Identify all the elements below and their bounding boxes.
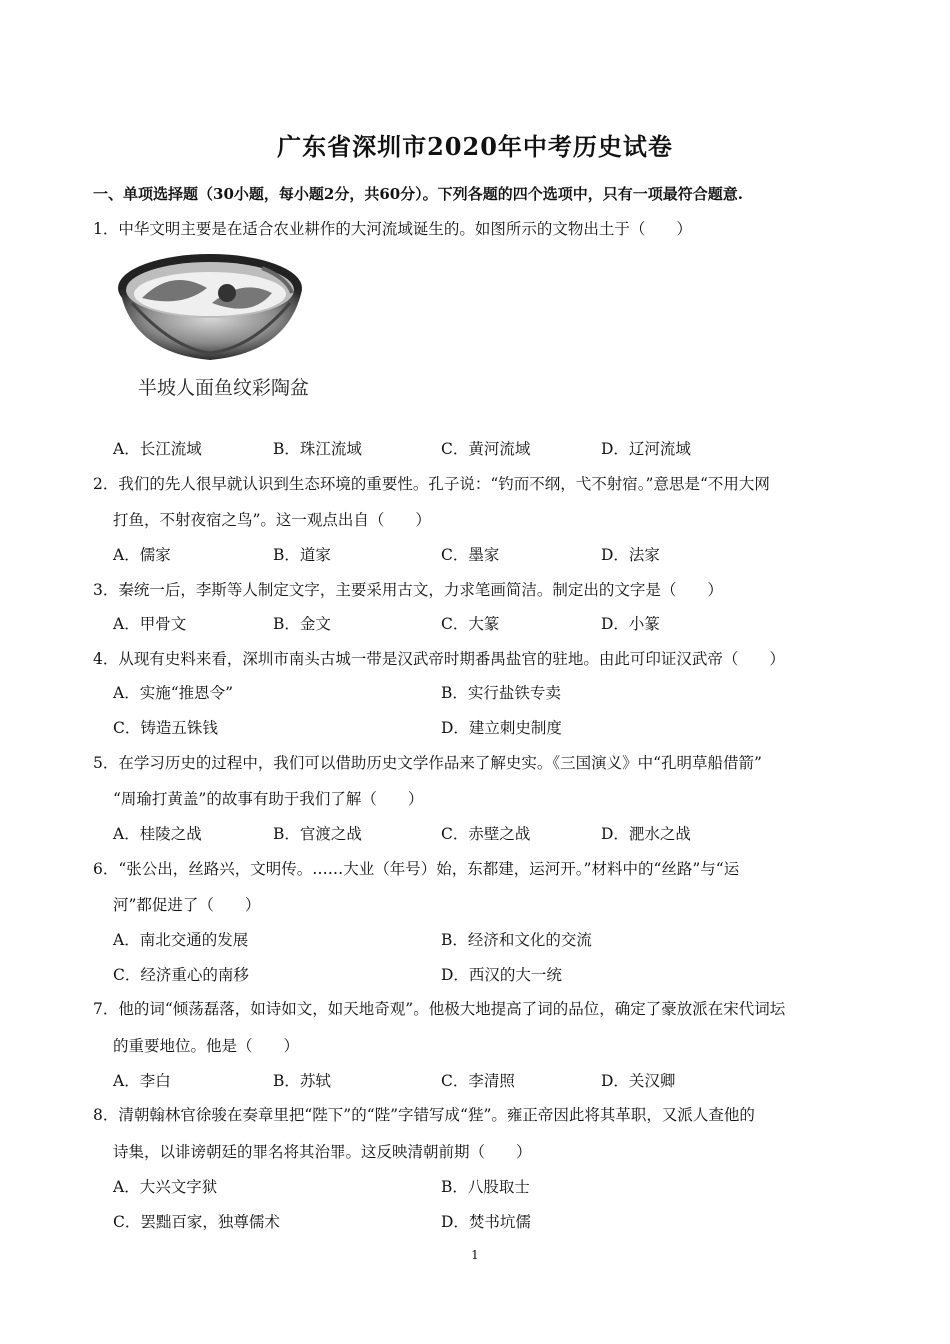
figure-caption: 半坡人面鱼纹彩陶盆 bbox=[138, 377, 310, 399]
option-c: C．经济重心的南移 bbox=[113, 966, 249, 984]
option-b: B．道家 bbox=[273, 546, 331, 564]
option-d: D．建立刺史制度 bbox=[441, 719, 562, 737]
option-d: D．辽河流域 bbox=[601, 440, 691, 458]
option-a: A．甲骨文 bbox=[113, 615, 187, 633]
page-number: 1 bbox=[471, 1248, 479, 1262]
question-8-text: 8．清朝翰林官徐骏在奏章里把“陛下”的“陛”字错写成“狴”。雍正帝因此将其革职，又派人查他的 bbox=[93, 1106, 755, 1124]
pottery-bowl-image bbox=[112, 248, 312, 368]
question-6-text-cont: 河”都促进了（ ） bbox=[113, 896, 261, 914]
option-c: C．大篆 bbox=[441, 615, 500, 633]
question-5-text: 5．在学习历史的过程中，我们可以借助历史文学作品来了解史实。《三国演义》中“孔明草船借箭” bbox=[93, 754, 762, 772]
question-3-text: 3．秦统一后，李斯等人制定文字，主要采用古文，力求笔画简洁。制定出的文字是（ ） bbox=[93, 581, 723, 599]
option-d: D．焚书坑儒 bbox=[441, 1213, 531, 1231]
option-d: D．小篆 bbox=[601, 615, 660, 633]
question-6-text: 6．“张公出，丝路兴，文明传。……大业（年号）始，东都建，运河开。”材料中的“丝路”与“运 bbox=[93, 860, 740, 878]
question-2-text-cont: 打鱼，不射夜宿之鸟”。这一观点出自（ ） bbox=[113, 511, 431, 529]
question-5-text-cont: “周瑜打黄盖”的故事有助于我们了解（ ） bbox=[113, 790, 424, 808]
option-b: B．珠江流域 bbox=[273, 440, 362, 458]
question-1-text: 1．中华文明主要是在适合农业耕作的大河流域诞生的。如图所示的文物出土于（ ） bbox=[93, 220, 692, 238]
question-7-text: 7．他的词“倾荡磊落，如诗如文，如天地奇观”。他极大地提高了词的品位，确定了豪放派在宋代词坛 bbox=[93, 1000, 786, 1018]
option-c: C．李清照 bbox=[441, 1072, 515, 1090]
option-a: A．儒家 bbox=[113, 546, 171, 564]
question-8-text-cont: 诗集，以诽谤朝廷的罪名将其治罪。这反映清朝前期（ ） bbox=[113, 1143, 532, 1161]
option-a: A．桂陵之战 bbox=[113, 825, 202, 843]
question-2-text: 2．我们的先人很早就认识到生态环境的重要性。孔子说：“钓而不纲，弋不射宿。”意思是“不用大网 bbox=[93, 475, 770, 493]
option-b: B．苏轼 bbox=[273, 1072, 331, 1090]
option-b: B．实行盐铁专卖 bbox=[441, 684, 561, 702]
option-c: C．黄河流域 bbox=[441, 440, 531, 458]
option-a: A．长江流域 bbox=[113, 440, 202, 458]
option-b: B．八股取士 bbox=[441, 1178, 530, 1196]
option-d: D．关汉卿 bbox=[601, 1072, 676, 1090]
page-title: 广东省深圳市2020年中考历史试卷 bbox=[277, 132, 673, 161]
question-7-text-cont: 的重要地位。他是（ ） bbox=[113, 1037, 300, 1055]
option-c: C．赤壁之战 bbox=[441, 825, 531, 843]
section-heading: 一、单项选择题（30小题，每小题2分，共60分）。下列各题的四个选项中，只有一项最符合题意. bbox=[93, 185, 743, 203]
option-c: C．铸造五铢钱 bbox=[113, 719, 218, 737]
option-a: A．实施“推恩令” bbox=[113, 684, 234, 702]
option-d: D．西汉的大一统 bbox=[441, 966, 562, 984]
option-c: C．墨家 bbox=[441, 546, 500, 564]
option-a: A．南北交通的发展 bbox=[113, 931, 249, 949]
option-b: B．金文 bbox=[273, 615, 331, 633]
option-d: D．淝水之战 bbox=[601, 825, 691, 843]
option-a: A．大兴文字狱 bbox=[113, 1178, 218, 1196]
option-c: C．罢黜百家，独尊儒术 bbox=[113, 1213, 280, 1231]
question-4-text: 4．从现有史料来看，深圳市南头古城一带是汉武帝时期番禺盐官的驻地。由此可印证汉武帝（ ） bbox=[93, 650, 785, 668]
option-d: D．法家 bbox=[601, 546, 660, 564]
option-b: B．经济和文化的交流 bbox=[441, 931, 592, 949]
option-b: B．官渡之战 bbox=[273, 825, 362, 843]
option-a: A．李白 bbox=[113, 1072, 171, 1090]
